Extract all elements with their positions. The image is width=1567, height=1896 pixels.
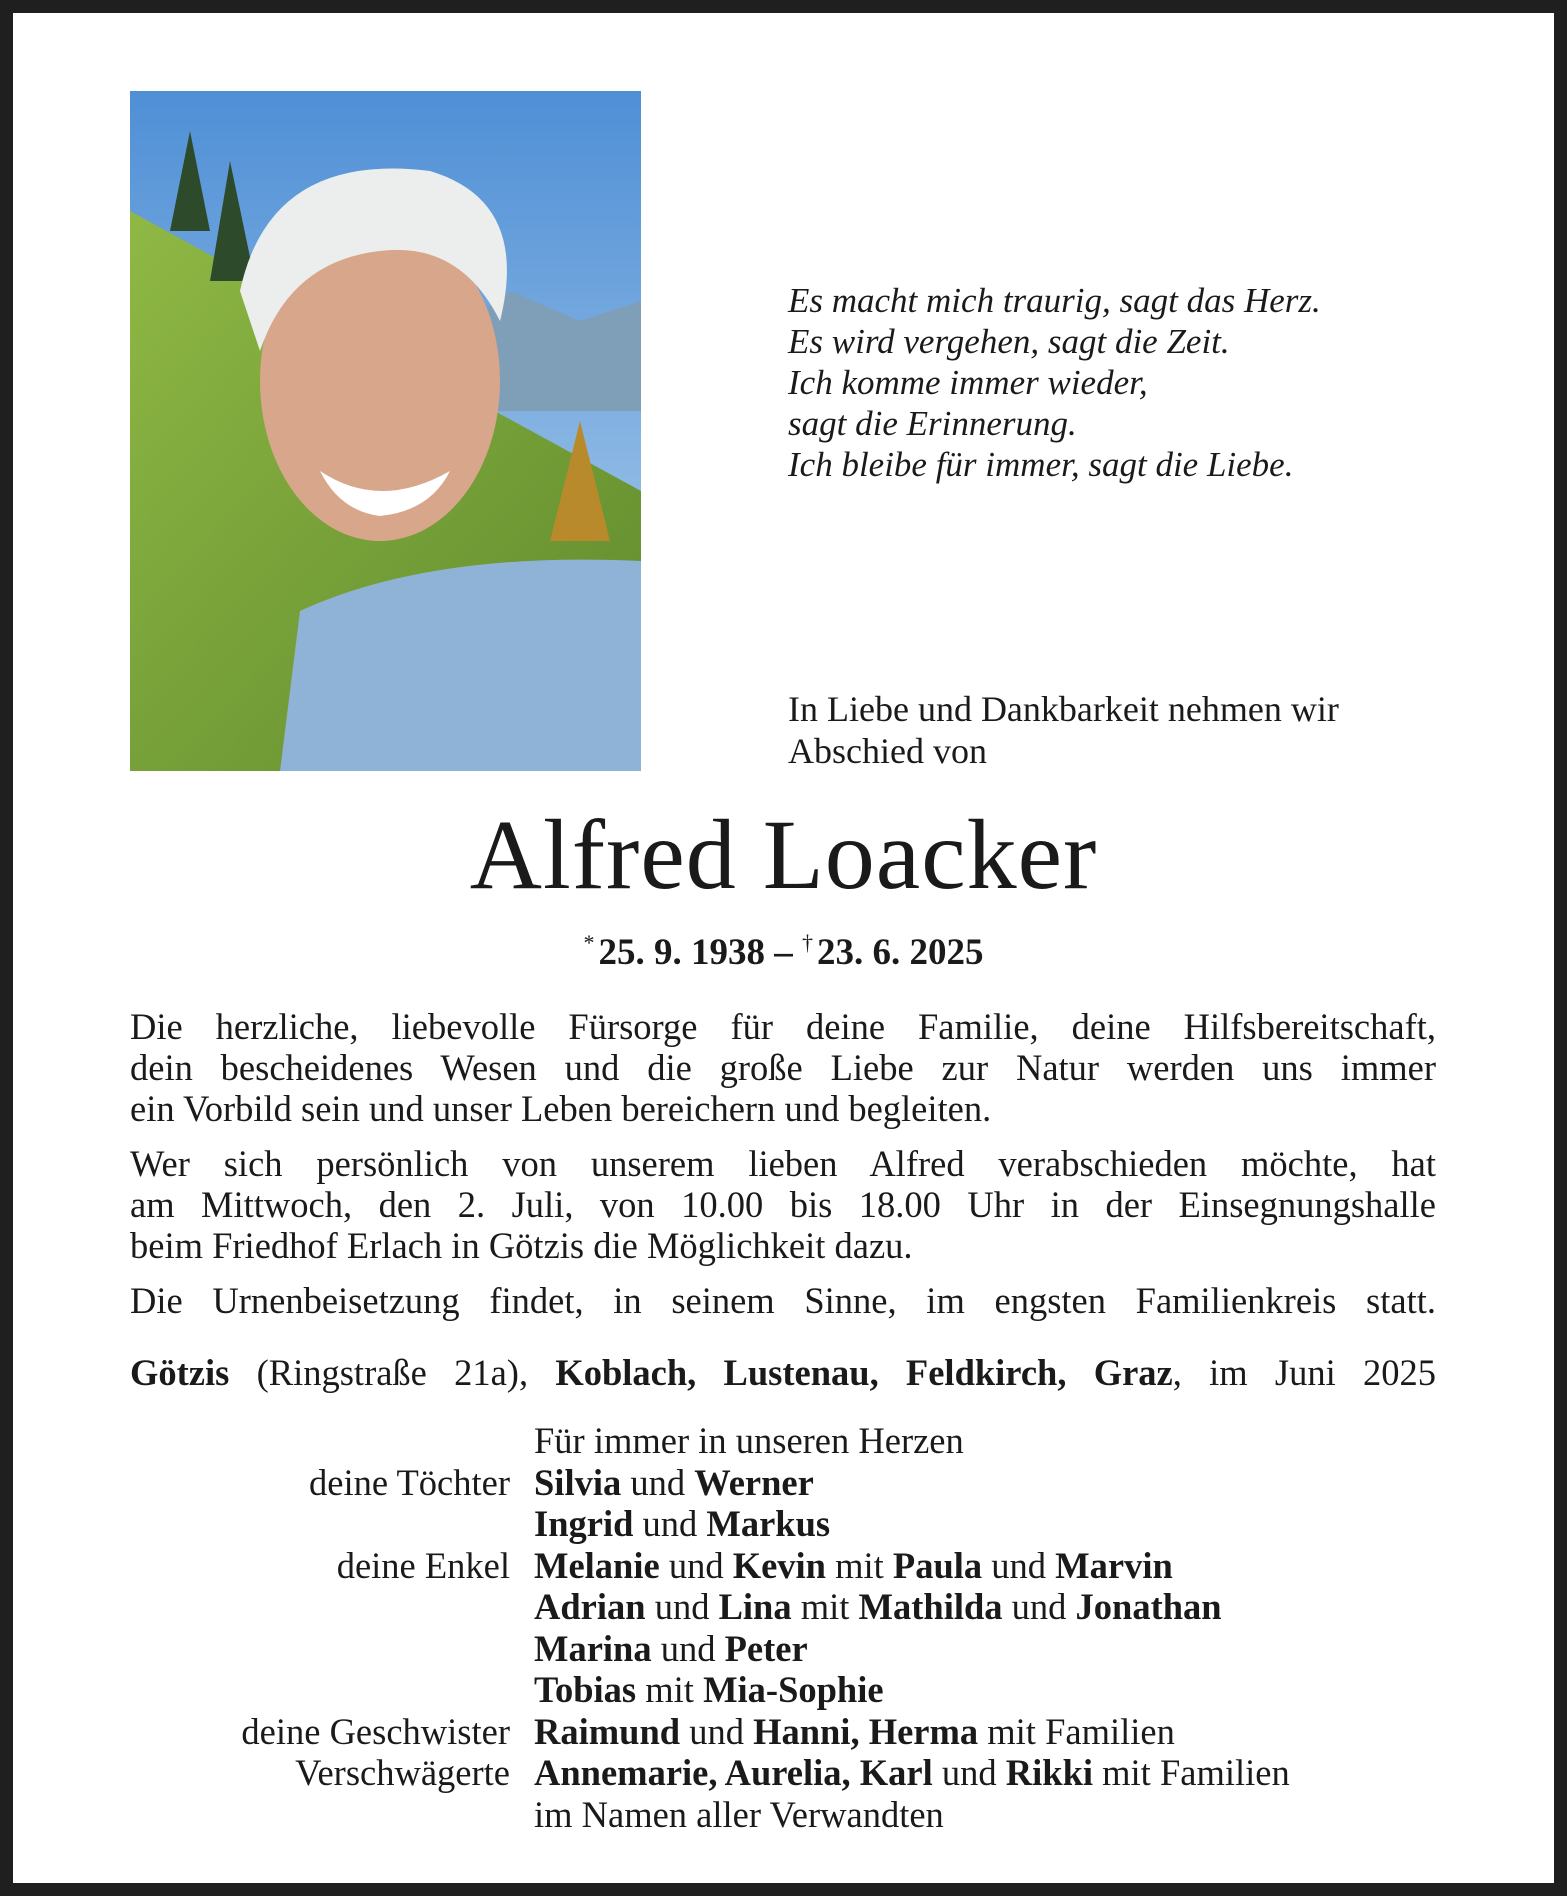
name-bold: Werner bbox=[694, 1461, 814, 1503]
name-bold: Mia-Sophie bbox=[703, 1669, 884, 1710]
relation-label bbox=[0, 1586, 510, 1628]
relation-label bbox=[0, 1794, 510, 1836]
paragraph-burial bbox=[130, 1280, 1436, 1321]
text-line: dein bescheidenes Wesen und die große Liebe zur Natur werden uns immer bbox=[130, 1047, 1436, 1088]
text-segment: Für immer in unseren Herzen bbox=[534, 1420, 964, 1461]
poem-line: Es wird vergehen, sagt die Zeit. bbox=[788, 322, 1230, 361]
name-bold: Koblach, Lustenau, Feldkirch, Graz bbox=[555, 1352, 1173, 1393]
relation-label: deine Enkel bbox=[336, 1544, 510, 1586]
text-segment: und bbox=[645, 1586, 719, 1627]
name-bold: Markus bbox=[706, 1503, 831, 1544]
relatives-names bbox=[534, 1711, 1175, 1753]
name-bold: Adrian bbox=[534, 1586, 646, 1627]
text-line: am Mittwoch, den 2. Juli, von 10.00 bis 18.00 Uhr in der Einsegnungshalle bbox=[130, 1184, 1436, 1225]
paragraph-tribute bbox=[130, 1006, 1436, 1129]
text-segment: und bbox=[651, 1627, 725, 1669]
family-row bbox=[0, 1420, 1567, 1462]
text-line: Die herzliche, liebevolle Fürsorge für deine Familie, deine Hilfsbereitschaft, bbox=[130, 1006, 1436, 1047]
name-bold: Rikki bbox=[1005, 1752, 1094, 1793]
name-bold: Jonathan bbox=[1075, 1586, 1222, 1627]
family-row bbox=[0, 1545, 1567, 1587]
family-list bbox=[0, 1420, 1567, 1835]
birth-date: 25. 9. 1938 bbox=[598, 932, 765, 973]
date-separator: – bbox=[774, 932, 793, 973]
intro-line: Abschied von bbox=[788, 731, 987, 771]
relatives-names bbox=[534, 1545, 1173, 1587]
death-symbol: † bbox=[802, 930, 813, 955]
name-bold: Götzis bbox=[130, 1352, 230, 1393]
text-segment: und bbox=[633, 1503, 707, 1544]
relatives-names bbox=[534, 1752, 1290, 1794]
text-line: beim Friedhof Erlach in Götzis die Möglichkeit dazu. bbox=[130, 1225, 913, 1266]
name-bold: Marvin bbox=[1055, 1544, 1173, 1586]
text-segment: und bbox=[680, 1710, 754, 1752]
name-bold: Silvia bbox=[534, 1461, 622, 1503]
places-line bbox=[130, 1352, 1436, 1393]
relatives-names bbox=[534, 1462, 814, 1504]
relatives-names bbox=[534, 1503, 830, 1545]
name-bold: Lina bbox=[718, 1586, 792, 1627]
name-bold: Hanni, Herma bbox=[753, 1710, 979, 1752]
relation-label: deine Töchter bbox=[309, 1461, 510, 1503]
relatives-names bbox=[534, 1586, 1222, 1628]
birth-symbol: * bbox=[583, 930, 595, 955]
places-text bbox=[130, 1352, 1436, 1393]
text-line: ein Vorbild sein und unser Leben bereichern und begleiten. bbox=[130, 1088, 992, 1129]
text-segment: mit Familien bbox=[978, 1710, 1175, 1752]
family-row bbox=[0, 1711, 1567, 1753]
text-segment: (Ringstraße 21a), bbox=[229, 1352, 556, 1393]
text-segment: im Namen aller Verwandten bbox=[534, 1793, 944, 1835]
intro-line: In Liebe und Dankbarkeit nehmen wir bbox=[788, 689, 1339, 729]
text-segment: und bbox=[621, 1461, 695, 1503]
text-segment: mit bbox=[825, 1544, 893, 1586]
relation-label: Verschwägerte bbox=[295, 1752, 510, 1793]
text-line: Wer sich persönlich von unserem lieben Alfred verabschieden möchte, hat bbox=[130, 1143, 1436, 1184]
relation-label bbox=[0, 1420, 510, 1462]
family-row bbox=[0, 1752, 1567, 1794]
relatives-names bbox=[534, 1669, 884, 1711]
name-bold: Marina bbox=[534, 1627, 652, 1669]
text-line: Die Urnenbeisetzung findet, in seinem Sinne, im engsten Familienkreis statt. bbox=[130, 1280, 1436, 1321]
name-bold: Peter bbox=[724, 1627, 808, 1669]
deceased-name: Alfred Loacker bbox=[469, 799, 1098, 910]
text-segment: mit bbox=[636, 1669, 704, 1710]
relation-label bbox=[0, 1628, 510, 1670]
text-segment: und bbox=[932, 1752, 1006, 1793]
name-bold: Mathilda bbox=[858, 1586, 1003, 1627]
text-segment: und bbox=[659, 1544, 733, 1586]
relation-label bbox=[0, 1503, 510, 1545]
name-bold: Melanie bbox=[534, 1544, 660, 1586]
poem-line: Ich komme immer wieder, bbox=[788, 363, 1148, 402]
relatives-names bbox=[534, 1794, 944, 1836]
name-bold: Raimund bbox=[534, 1710, 681, 1752]
text-segment: und bbox=[982, 1544, 1056, 1586]
family-row bbox=[0, 1669, 1567, 1711]
name-bold: Paula bbox=[892, 1544, 983, 1586]
name-bold: Kevin bbox=[732, 1544, 826, 1586]
relation-label: deine Geschwister bbox=[241, 1710, 510, 1752]
poem-line: sagt die Erinnerung. bbox=[788, 404, 1077, 443]
text-segment: und bbox=[1002, 1586, 1076, 1627]
poem-line: Ich bleibe für immer, sagt die Liebe. bbox=[788, 445, 1294, 484]
relatives-names bbox=[534, 1628, 808, 1670]
relation-label bbox=[0, 1669, 510, 1711]
family-row bbox=[0, 1462, 1567, 1504]
paragraph-farewell bbox=[130, 1143, 1436, 1266]
text-segment: mit Familien bbox=[1093, 1752, 1290, 1793]
relatives-names bbox=[534, 1420, 964, 1462]
portrait-photo bbox=[130, 91, 641, 771]
text-segment: , im Juni 2025 bbox=[1172, 1352, 1436, 1393]
life-dates bbox=[0, 930, 1567, 974]
family-row bbox=[0, 1794, 1567, 1836]
family-row bbox=[0, 1586, 1567, 1628]
name-bold: Tobias bbox=[534, 1669, 637, 1710]
family-row bbox=[0, 1628, 1567, 1670]
text-segment: mit bbox=[791, 1586, 859, 1627]
name-bold: Ingrid bbox=[534, 1503, 634, 1544]
name-bold: Annemarie, Aurelia, Karl bbox=[534, 1752, 933, 1793]
death-date: 23. 6. 2025 bbox=[817, 932, 984, 973]
family-row bbox=[0, 1503, 1567, 1545]
intro-text bbox=[788, 688, 1339, 772]
poem bbox=[788, 280, 1321, 485]
poem-line: Es macht mich traurig, sagt das Herz. bbox=[788, 281, 1321, 320]
